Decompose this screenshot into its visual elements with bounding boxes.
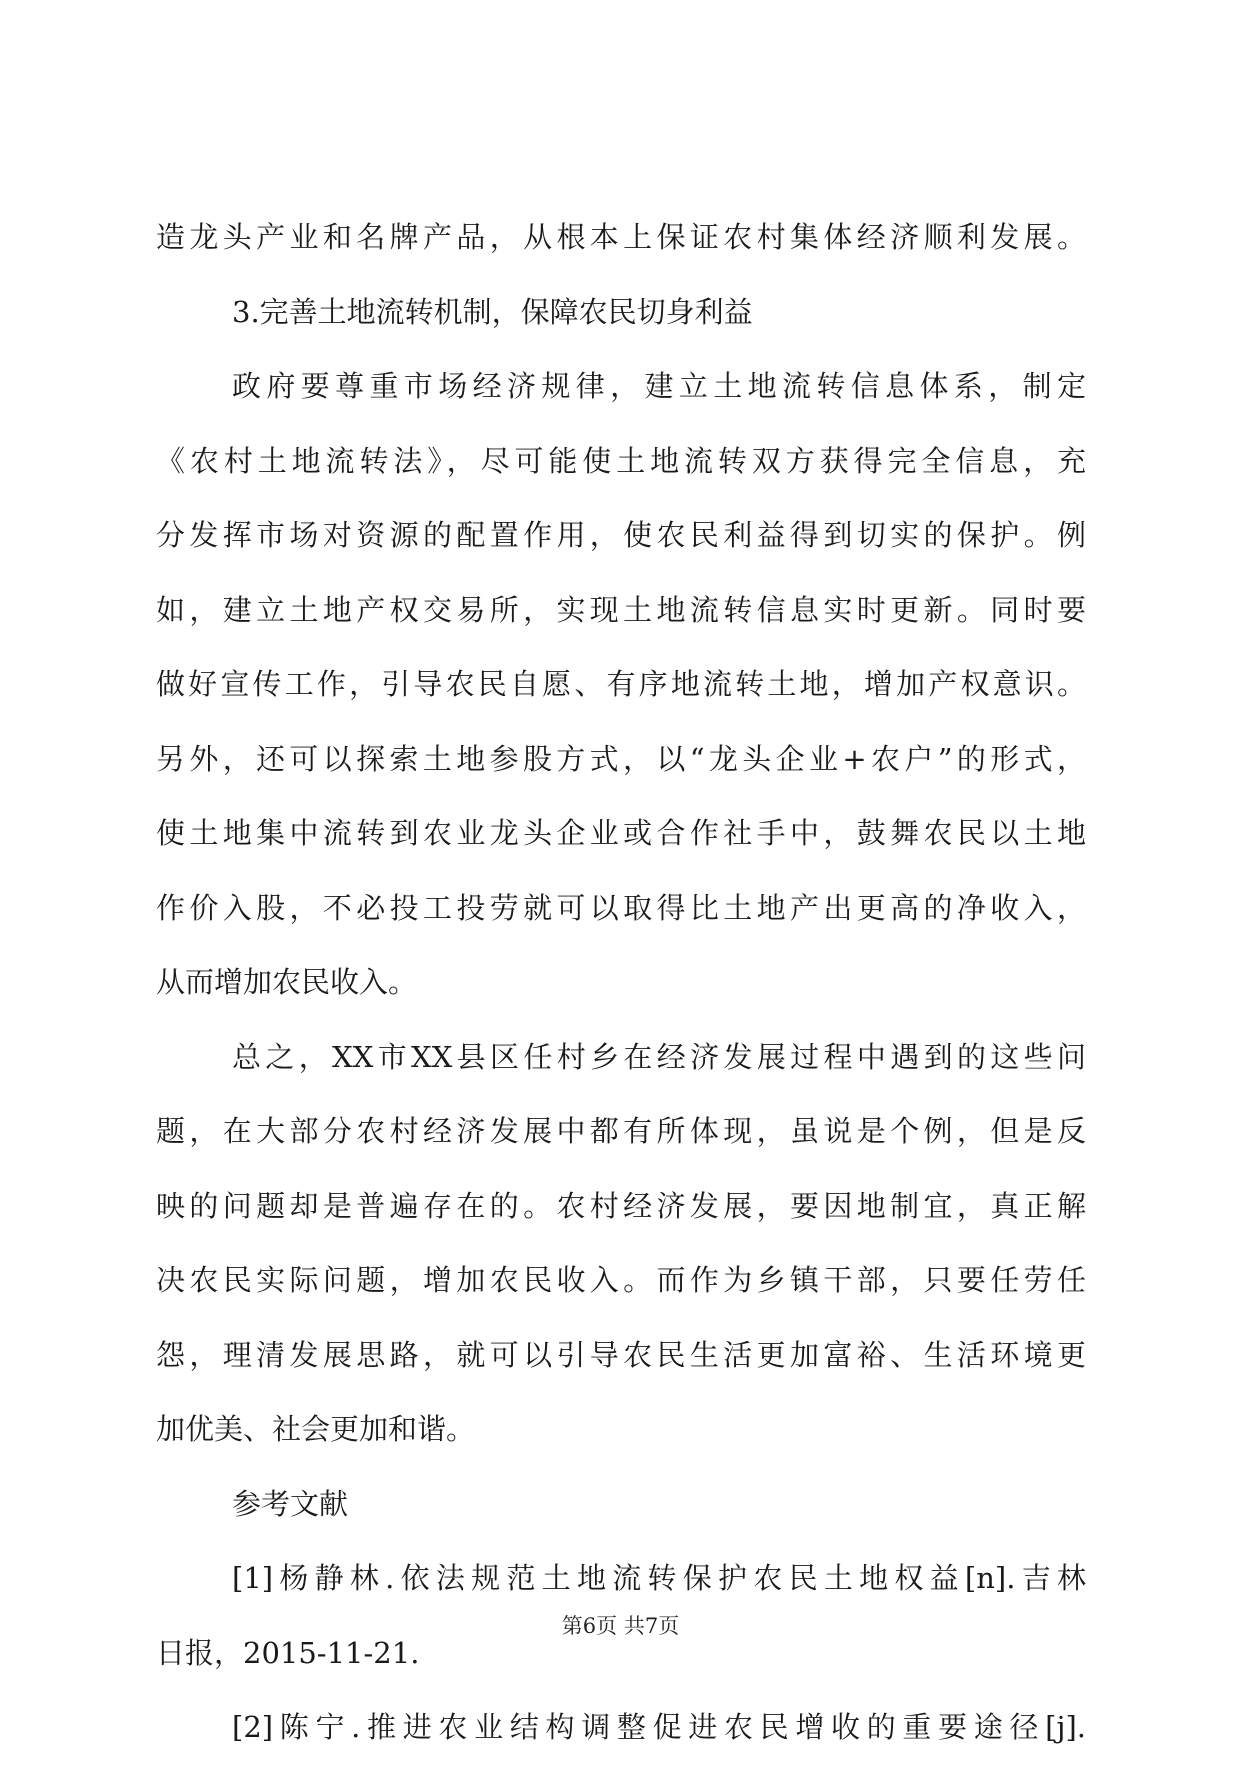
text-line: 政府要尊重市场经济规律，建立土地流转信息体系，制定	[232, 369, 1086, 403]
text-line: 分发挥市场对资源的配置作用，使农民利益得到切实的保护。例	[156, 518, 1086, 552]
text-line: 使土地集中流转到农业龙头企业或合作社手中，鼓舞农民以土地	[156, 816, 1086, 850]
text-line: 总之，XX市XX县区任村乡在经济发展过程中遇到的这些问	[232, 1039, 1086, 1074]
text-line: 加优美、社会更加和谐。	[156, 1412, 476, 1446]
body-text	[156, 200, 1086, 1765]
section-heading: 3.完善土地流转机制，保障农民切身利益	[232, 294, 753, 329]
text-line: 题，在大部分农村经济发展中都有所体现，虽说是个例，但是反	[156, 1114, 1086, 1148]
text-line: 造龙头产业和名牌产品，从根本上保证农村集体经济顺利发展。	[156, 220, 1086, 254]
references-heading: 参考文献	[232, 1486, 349, 1521]
text-line: 作价入股，不必投工投劳就可以取得比土地产出更高的净收入，	[156, 890, 1086, 925]
page-footer: 第6页 共7页	[561, 1614, 680, 1638]
reference-item-continued: 日报，2015-11-21.	[156, 1635, 420, 1670]
text-line: 怨，理清发展思路，就可以引导农民生活更加富裕、生活环境更	[156, 1337, 1086, 1372]
reference-item: [1]杨静林.依法规范土地流转保护农民土地权益[n].吉林	[232, 1561, 1086, 1595]
text-line: 做好宣传工作，引导农民自愿、有序地流转土地，增加产权意识。	[156, 667, 1086, 701]
text-line: 决农民实际问题，增加农民收入。而作为乡镇干部，只要任劳任	[156, 1263, 1086, 1297]
text-line: 映的问题却是普遍存在的。农村经济发展，要因地制宜，真正解	[156, 1188, 1086, 1223]
text-line: 《农村土地流转法》，尽可能使土地流转双方获得完全信息，充	[156, 443, 1086, 478]
reference-item: [2]陈宁.推进农业结构调整促进农民增收的重要途径[j].	[232, 1710, 1086, 1744]
text-line: 从而增加农民收入。	[156, 965, 418, 999]
text-line: 如，建立土地产权交易所，实现土地流转信息实时更新。同时要	[156, 592, 1086, 627]
text-line: 另外，还可以探索土地参股方式，以“龙头企业+农户”的形式，	[156, 741, 1086, 776]
